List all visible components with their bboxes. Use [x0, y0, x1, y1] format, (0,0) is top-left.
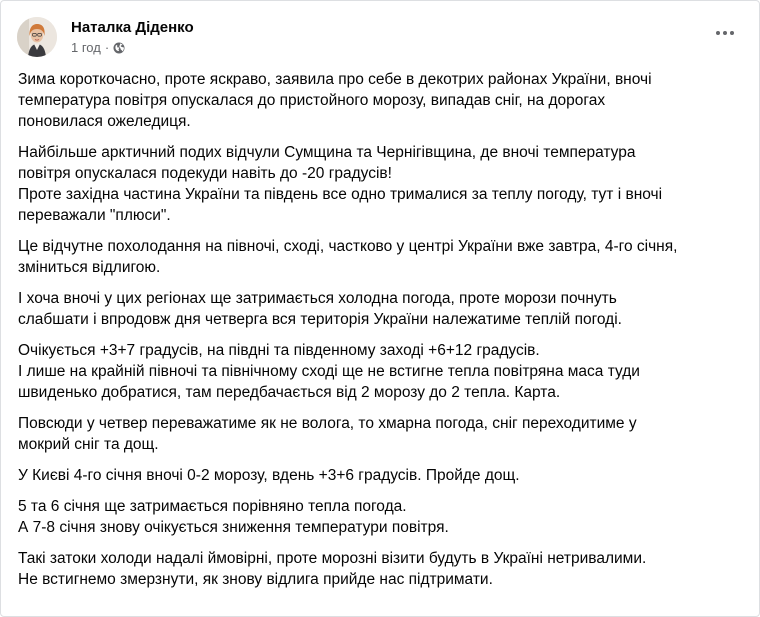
- post-text: [18, 69, 742, 600]
- text-line: 5 та 6 січня ще затримається порівняно тепла погода.: [18, 498, 407, 515]
- post-meta: [71, 18, 194, 56]
- avatar-image: [17, 17, 57, 57]
- text-line: швиденько добратися, там передбачається від 2 морозу до 2 тепла. Карта.: [18, 384, 561, 401]
- author-name[interactable]: Наталка Діденко: [71, 19, 194, 36]
- text-line: Такі затоки холоди надалі ймовірні, проте морозні візити будуть в Україні нетривалими.: [18, 550, 647, 567]
- post-paragraph: [18, 496, 742, 538]
- text-line: Зима короткочасно, проте яскраво, заявила про себе в декотрих районах України, вночі: [18, 71, 652, 88]
- post-paragraph: [18, 288, 742, 330]
- post-paragraph: [18, 548, 742, 590]
- post-paragraph: [18, 142, 742, 226]
- text-line: Проте західна частина України та південь все одно трималися за теплу погоду, тут і вночі: [18, 186, 663, 203]
- text-line: повітря опускалася подекуди навіть до -20 градусів!: [18, 165, 392, 182]
- globe-icon[interactable]: [113, 42, 125, 54]
- text-line: мокрий сніг та дощ.: [18, 436, 159, 453]
- text-line: Повсюди у четвер переважатиме як не волога, то хмарна погода, сніг переходитиме у: [18, 415, 637, 432]
- more-options-icon[interactable]: [707, 23, 743, 43]
- post-paragraph: [18, 69, 742, 132]
- text-line: переважали "плюси".: [18, 207, 171, 224]
- text-line: зміниться відлигою.: [18, 259, 161, 276]
- text-line: І лише на крайній півночі та північному сході ще не встигне тепла повітряна маса туди: [18, 363, 640, 380]
- more-dot: [723, 31, 727, 35]
- text-line: У Києві 4-го січня вночі 0-2 морозу, вдень +3+6 градусів. Пройде дощ.: [18, 467, 520, 484]
- text-line: поновилася ожеледиця.: [18, 113, 191, 130]
- text-line: слабшати і впродовж дня четверга вся територія України належатиме теплій погоді.: [18, 311, 622, 328]
- text-line: Найбільше арктичний подих відчули Сумщина та Чернігівщина, де вночі температура: [18, 144, 636, 161]
- more-dot: [716, 31, 720, 35]
- text-line: Очікується +3+7 градусів, на півдні та південному заході +6+12 градусів.: [18, 342, 540, 359]
- text-line: температура повітря опускалася до пристойного морозу, випадав сніг, на дорогах: [18, 92, 606, 109]
- more-dot: [730, 31, 734, 35]
- separator-dot: ·: [104, 40, 110, 55]
- post-paragraph: [18, 465, 742, 486]
- post-paragraph: [18, 413, 742, 455]
- text-line: І хоча вночі у цих регіонах ще затримається холодна погода, проте морози почнуть: [18, 290, 617, 307]
- post-paragraph: [18, 340, 742, 403]
- text-line: Це відчутне похолодання на півночі, сході, частково у центрі України вже завтра, 4-го січня,: [18, 238, 678, 255]
- post-header: [17, 13, 194, 61]
- text-line: А 7-8 січня знову очікується зниження температури повітря.: [18, 519, 449, 536]
- post-paragraph: [18, 236, 742, 278]
- text-line: Не встигнемо змерзнути, як знову відлига прийде нас підтримати.: [18, 571, 493, 588]
- author-avatar[interactable]: [17, 17, 57, 57]
- post-subline: [71, 40, 194, 56]
- post-timestamp[interactable]: 1 год: [71, 40, 101, 55]
